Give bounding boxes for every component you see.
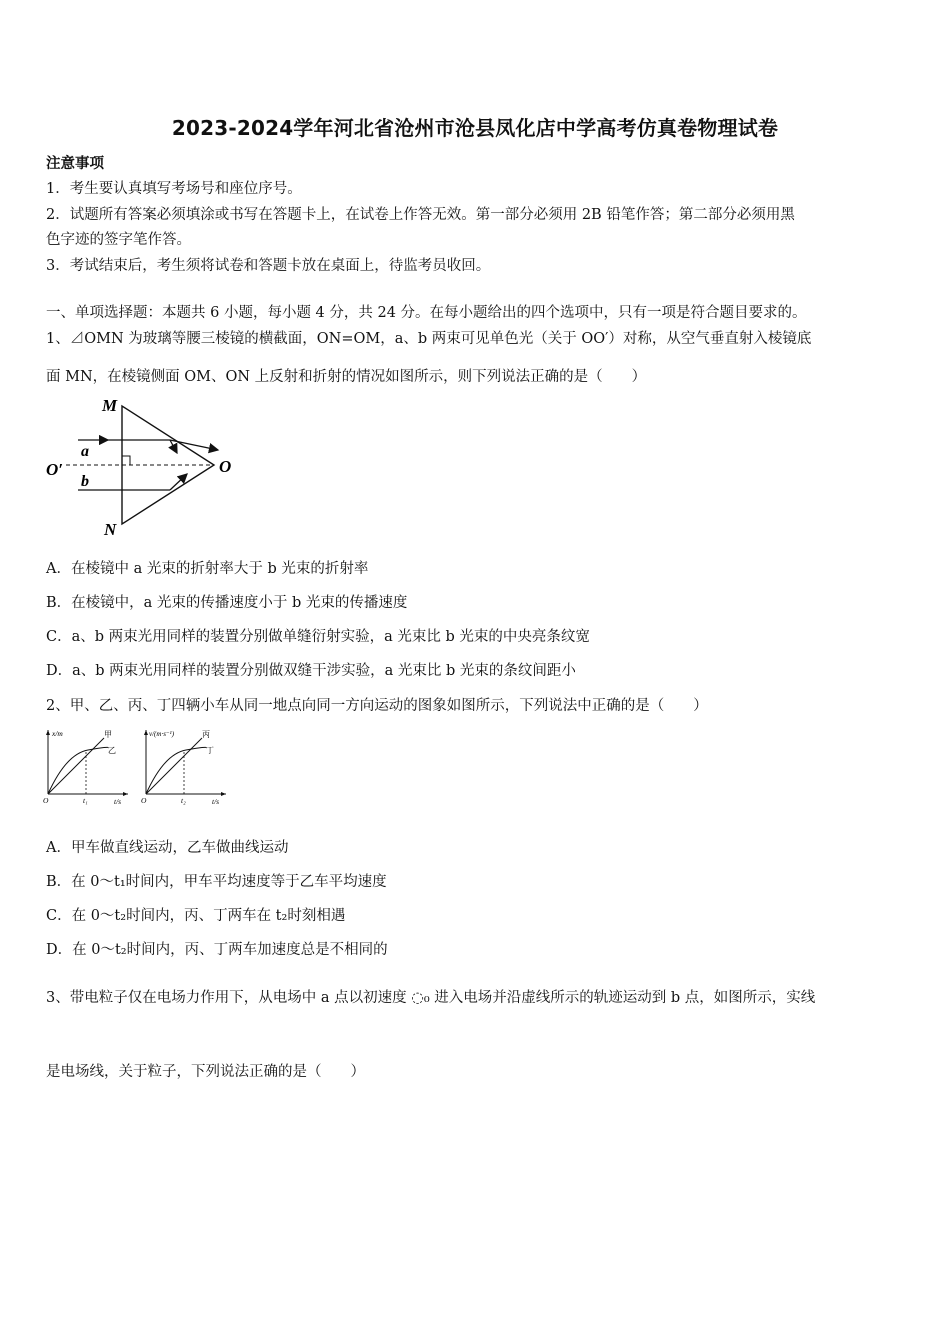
label-m: M [102,396,118,415]
notice-item-2-cont: 色字迹的签字笔作答。 [46,232,191,248]
graph1-xlabel: t/s [114,797,122,806]
question-1-stem: 1、⊿OMN 为玻璃等腰三棱镜的横截面，ON=OM，a、b 两束可见单色光（关于 OO′）对称，从空气垂直射入棱镜底 [46,331,812,347]
curve-ding [146,747,206,794]
question-2-option-b: B．在 0～t₁时间内，甲车平均速度等于乙车平均速度 [46,874,387,890]
page-title: 2023-2024学年河北省沧州市沧县凤化店中学高考仿真卷物理试卷 [171,116,779,140]
line-jia [48,738,104,794]
label-b: b [81,473,89,490]
question-2-option-d: D．在 0～t₂时间内，丙、丁两车加速度总是不相同的 [46,942,388,958]
graph2-label-ding: 丁 [206,746,214,755]
graph2-origin: O [141,796,147,805]
label-o-prime: O′ [46,460,64,479]
question-2-option-c: C．在 0～t₂时间内，丙、丁两车在 t₂时刻相遇 [46,908,346,924]
question-1-option-d: D．a、b 两束光用同样的装置分别做双缝干涉实验，a 光束比 b 光束的条纹间距小 [46,663,576,679]
question-2-stem: 2、甲、乙、丙、丁四辆小车从同一地点向同一方向运动的图象如图所示，下列说法中正确的是（ ） [46,698,708,714]
graph1-label-jia: 甲 [104,730,112,739]
line-bing [146,738,202,794]
graph-x-t [38,724,134,808]
ray-a-reflected [170,440,177,453]
question-1-option-b: B．在棱镜中，a 光束的传播速度小于 b 光束的传播速度 [46,595,408,611]
label-o: O [219,457,232,476]
graph2-tick: t₂ [181,796,186,805]
graph1-origin: O [43,796,49,805]
question-3-stem-cont: 是电场线，关于粒子，下列说法正确的是（ ） [46,1064,365,1080]
graph2-ylabel: v/(m·s⁻¹) [149,730,175,738]
graph2-xlabel: t/s [212,797,220,806]
graph-v-t [136,724,232,808]
graph1-ylabel: x/m [52,729,63,738]
notice-heading: 注意事项 [46,155,104,172]
question-2-option-a: A．甲车做直线运动，乙车做曲线运动 [46,840,289,856]
graph2-label-bing: 丙 [202,730,210,739]
question-1-stem-cont: 面 MN，在棱镜侧面 OM、ON 上反射和折射的情况如图所示，则下列说法正确的是（ ） [46,369,647,385]
notice-item-3: 3．考试结束后，考生须将试卷和答题卡放在桌面上，待监考员收回。 [46,258,491,274]
label-a: a [81,443,89,460]
question-1-option-a: A．在棱镜中 a 光束的折射率大于 b 光束的折射率 [46,561,369,577]
prism-figure [44,394,244,540]
section-heading: 一、单项选择题：本题共 6 小题，每小题 4 分，共 24 分。在每小题给出的四个选项中，只有一项是符合题目要求的。 [46,305,807,321]
ray-a-refracted [170,440,218,450]
curve-yi [48,747,108,794]
graph1-tick: t₁ [83,796,88,805]
label-n: N [104,520,117,539]
question-3-stem: 3、带电粒子仅在电场力作用下，从电场中 a 点以初速度 ◌₀ 进入电场并沿虚线所示的轨迹运动到 b 点，如图所示，实线 [46,990,816,1006]
question-1-option-c: C．a、b 两束光用同样的装置分别做单缝衍射实验，a 光束比 b 光束的中央亮条纹宽 [46,629,590,645]
graph1-label-yi: 乙 [108,746,116,755]
notice-item-2: 2．试题所有答案必须填涂或书写在答题卡上，在试卷上作答无效。第一部分必须用 2B 铅笔作答；第二部分必须用黑 [46,207,795,223]
notice-item-1: 1．考生要认真填写考场号和座位序号。 [46,181,302,197]
